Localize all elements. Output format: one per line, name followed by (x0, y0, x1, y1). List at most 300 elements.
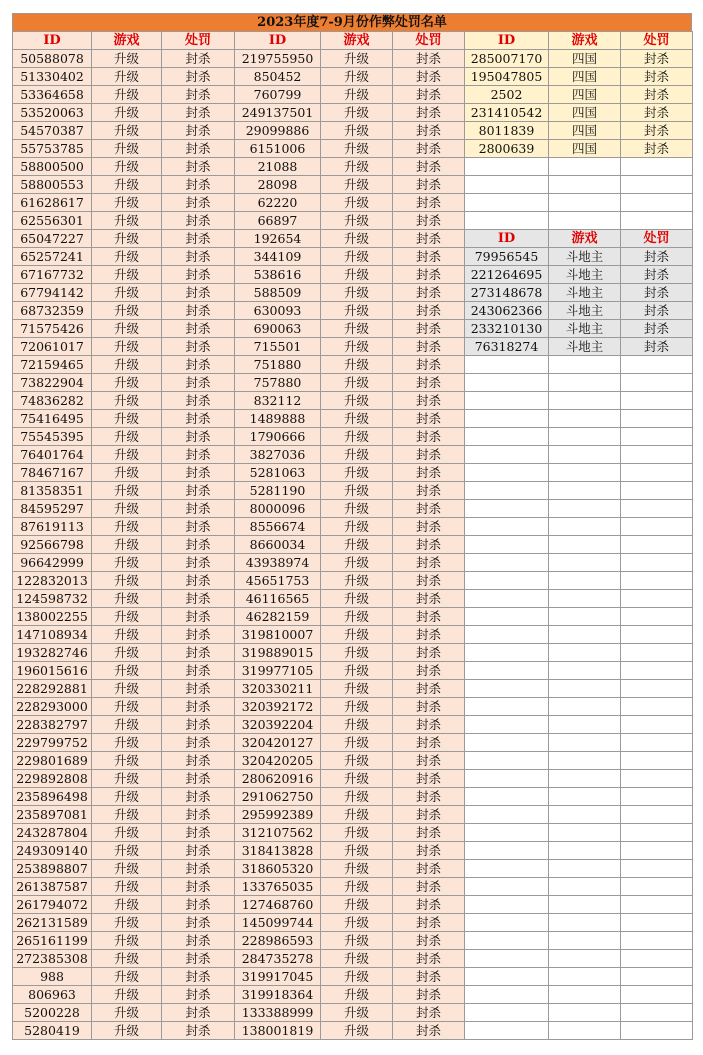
empty-cell[interactable] (621, 428, 693, 446)
empty-cell[interactable] (549, 1022, 621, 1040)
empty-cell[interactable] (465, 842, 549, 860)
game-cell[interactable]: 升级 (321, 50, 393, 68)
game-cell[interactable]: 升级 (92, 140, 162, 158)
empty-cell[interactable] (621, 482, 693, 500)
empty-cell[interactable] (549, 356, 621, 374)
id-cell[interactable]: 92566798 (13, 536, 92, 554)
empty-cell[interactable] (549, 590, 621, 608)
punish-cell[interactable]: 封杀 (162, 842, 235, 860)
punish-cell[interactable]: 封杀 (162, 734, 235, 752)
id-cell[interactable]: 588509 (235, 284, 321, 302)
punish-cell[interactable]: 封杀 (393, 554, 465, 572)
empty-cell[interactable] (549, 914, 621, 932)
id-cell[interactable]: 65257241 (13, 248, 92, 266)
game-cell[interactable]: 升级 (321, 536, 393, 554)
punish-cell[interactable]: 封杀 (621, 86, 693, 104)
id-cell[interactable]: 72061017 (13, 338, 92, 356)
empty-cell[interactable] (621, 968, 693, 986)
empty-cell[interactable] (549, 680, 621, 698)
id-cell[interactable]: 229799752 (13, 734, 92, 752)
id-cell[interactable]: 320420205 (235, 752, 321, 770)
game-cell[interactable]: 升级 (92, 266, 162, 284)
empty-cell[interactable] (549, 500, 621, 518)
game-cell[interactable]: 升级 (92, 356, 162, 374)
empty-cell[interactable] (621, 554, 693, 572)
punish-cell[interactable]: 封杀 (393, 464, 465, 482)
game-cell[interactable]: 升级 (321, 248, 393, 266)
id-cell[interactable]: 84595297 (13, 500, 92, 518)
id-cell[interactable]: 45651753 (235, 572, 321, 590)
empty-cell[interactable] (621, 590, 693, 608)
game-cell[interactable]: 升级 (92, 842, 162, 860)
empty-cell[interactable] (621, 824, 693, 842)
game-cell[interactable]: 升级 (92, 482, 162, 500)
game-cell[interactable]: 升级 (92, 194, 162, 212)
punish-cell[interactable]: 封杀 (393, 590, 465, 608)
game-cell[interactable]: 升级 (92, 572, 162, 590)
game-cell[interactable]: 斗地主 (549, 266, 621, 284)
game-cell[interactable]: 升级 (321, 446, 393, 464)
empty-cell[interactable] (549, 860, 621, 878)
game-cell[interactable]: 升级 (321, 608, 393, 626)
punish-cell[interactable]: 封杀 (393, 950, 465, 968)
game-cell[interactable]: 升级 (321, 716, 393, 734)
empty-cell[interactable] (465, 536, 549, 554)
punish-cell[interactable]: 封杀 (162, 698, 235, 716)
empty-cell[interactable] (465, 356, 549, 374)
empty-cell[interactable] (549, 410, 621, 428)
id-cell[interactable]: 96642999 (13, 554, 92, 572)
game-cell[interactable]: 升级 (321, 860, 393, 878)
game-cell[interactable]: 升级 (321, 356, 393, 374)
empty-cell[interactable] (465, 176, 549, 194)
empty-cell[interactable] (465, 932, 549, 950)
empty-cell[interactable] (621, 464, 693, 482)
punish-cell[interactable]: 封杀 (162, 932, 235, 950)
empty-cell[interactable] (465, 662, 549, 680)
id-cell[interactable]: 62556301 (13, 212, 92, 230)
punish-cell[interactable]: 封杀 (393, 896, 465, 914)
game-cell[interactable]: 升级 (92, 392, 162, 410)
id-cell[interactable]: 757880 (235, 374, 321, 392)
game-cell[interactable]: 升级 (321, 392, 393, 410)
id-cell[interactable]: 318413828 (235, 842, 321, 860)
game-cell[interactable]: 升级 (321, 1004, 393, 1022)
punish-cell[interactable]: 封杀 (393, 230, 465, 248)
id-cell[interactable]: 344109 (235, 248, 321, 266)
empty-cell[interactable] (465, 500, 549, 518)
id-cell[interactable]: 147108934 (13, 626, 92, 644)
punish-cell[interactable]: 封杀 (621, 284, 693, 302)
punish-cell[interactable]: 封杀 (162, 194, 235, 212)
punish-cell[interactable]: 封杀 (162, 356, 235, 374)
game-cell[interactable]: 升级 (92, 986, 162, 1004)
game-cell[interactable]: 升级 (92, 104, 162, 122)
game-cell[interactable]: 升级 (92, 896, 162, 914)
id-cell[interactable]: 53364658 (13, 86, 92, 104)
punish-cell[interactable]: 封杀 (162, 1022, 235, 1040)
empty-cell[interactable] (549, 176, 621, 194)
game-cell[interactable]: 升级 (321, 968, 393, 986)
punish-cell[interactable]: 封杀 (162, 716, 235, 734)
game-cell[interactable]: 升级 (321, 932, 393, 950)
empty-cell[interactable] (465, 734, 549, 752)
game-cell[interactable]: 升级 (92, 536, 162, 554)
empty-cell[interactable] (465, 392, 549, 410)
empty-cell[interactable] (549, 626, 621, 644)
game-cell[interactable]: 升级 (321, 374, 393, 392)
game-cell[interactable]: 升级 (321, 122, 393, 140)
id-cell[interactable]: 127468760 (235, 896, 321, 914)
punish-cell[interactable]: 封杀 (162, 536, 235, 554)
game-cell[interactable]: 升级 (321, 266, 393, 284)
punish-cell[interactable]: 封杀 (162, 770, 235, 788)
id-cell[interactable]: 319889015 (235, 644, 321, 662)
punish-cell[interactable]: 封杀 (393, 788, 465, 806)
game-cell[interactable]: 升级 (92, 734, 162, 752)
id-cell[interactable]: 320330211 (235, 680, 321, 698)
empty-cell[interactable] (621, 374, 693, 392)
id-cell[interactable]: 73822904 (13, 374, 92, 392)
game-cell[interactable]: 升级 (321, 194, 393, 212)
empty-cell[interactable] (465, 986, 549, 1004)
id-cell[interactable]: 320392172 (235, 698, 321, 716)
id-cell[interactable]: 832112 (235, 392, 321, 410)
game-cell[interactable]: 升级 (92, 680, 162, 698)
punish-cell[interactable]: 封杀 (393, 446, 465, 464)
punish-cell[interactable]: 封杀 (162, 68, 235, 86)
punish-cell[interactable]: 封杀 (393, 176, 465, 194)
id-cell[interactable]: 76318274 (465, 338, 549, 356)
id-cell[interactable]: 65047227 (13, 230, 92, 248)
empty-cell[interactable] (621, 500, 693, 518)
game-cell[interactable]: 升级 (92, 284, 162, 302)
id-cell[interactable]: 319810007 (235, 626, 321, 644)
id-cell[interactable]: 196015616 (13, 662, 92, 680)
empty-cell[interactable] (465, 410, 549, 428)
empty-cell[interactable] (549, 158, 621, 176)
empty-cell[interactable] (621, 392, 693, 410)
empty-cell[interactable] (549, 662, 621, 680)
id-cell[interactable]: 43938974 (235, 554, 321, 572)
game-cell[interactable]: 升级 (321, 734, 393, 752)
empty-cell[interactable] (621, 698, 693, 716)
punish-cell[interactable]: 封杀 (162, 248, 235, 266)
empty-cell[interactable] (621, 878, 693, 896)
id-cell[interactable]: 66897 (235, 212, 321, 230)
game-cell[interactable]: 升级 (321, 140, 393, 158)
game-cell[interactable]: 升级 (92, 698, 162, 716)
empty-cell[interactable] (621, 770, 693, 788)
punish-cell[interactable]: 封杀 (393, 428, 465, 446)
punish-cell[interactable]: 封杀 (393, 968, 465, 986)
punish-cell[interactable]: 封杀 (162, 284, 235, 302)
empty-cell[interactable] (465, 158, 549, 176)
punish-cell[interactable]: 封杀 (162, 680, 235, 698)
punish-cell[interactable]: 封杀 (162, 878, 235, 896)
game-cell[interactable]: 升级 (321, 212, 393, 230)
id-cell[interactable]: 235897081 (13, 806, 92, 824)
empty-cell[interactable] (465, 914, 549, 932)
id-cell[interactable]: 229892808 (13, 770, 92, 788)
id-cell[interactable]: 320392204 (235, 716, 321, 734)
game-cell[interactable]: 斗地主 (549, 302, 621, 320)
punish-cell[interactable]: 封杀 (393, 752, 465, 770)
game-cell[interactable]: 升级 (92, 518, 162, 536)
empty-cell[interactable] (549, 464, 621, 482)
punish-cell[interactable]: 封杀 (393, 986, 465, 1004)
punish-cell[interactable]: 封杀 (162, 788, 235, 806)
id-cell[interactable]: 285007170 (465, 50, 549, 68)
punish-cell[interactable]: 封杀 (162, 338, 235, 356)
empty-cell[interactable] (549, 716, 621, 734)
punish-cell[interactable]: 封杀 (393, 194, 465, 212)
empty-cell[interactable] (549, 572, 621, 590)
game-cell[interactable]: 升级 (321, 896, 393, 914)
empty-cell[interactable] (549, 806, 621, 824)
id-cell[interactable]: 228293000 (13, 698, 92, 716)
empty-cell[interactable] (465, 428, 549, 446)
game-cell[interactable]: 升级 (92, 122, 162, 140)
id-cell[interactable]: 319917045 (235, 968, 321, 986)
punish-cell[interactable]: 封杀 (393, 698, 465, 716)
id-cell[interactable]: 630093 (235, 302, 321, 320)
id-cell[interactable]: 54570387 (13, 122, 92, 140)
id-cell[interactable]: 62220 (235, 194, 321, 212)
game-cell[interactable]: 升级 (321, 158, 393, 176)
empty-cell[interactable] (549, 950, 621, 968)
id-cell[interactable]: 78467167 (13, 464, 92, 482)
game-cell[interactable]: 升级 (92, 878, 162, 896)
punish-cell[interactable]: 封杀 (393, 50, 465, 68)
id-cell[interactable]: 5280419 (13, 1022, 92, 1040)
id-cell[interactable]: 243062366 (465, 302, 549, 320)
game-cell[interactable]: 升级 (321, 878, 393, 896)
empty-cell[interactable] (465, 464, 549, 482)
punish-cell[interactable]: 封杀 (393, 824, 465, 842)
empty-cell[interactable] (621, 950, 693, 968)
empty-cell[interactable] (465, 968, 549, 986)
game-cell[interactable]: 升级 (92, 1022, 162, 1040)
id-cell[interactable]: 265161199 (13, 932, 92, 950)
empty-cell[interactable] (549, 896, 621, 914)
punish-cell[interactable]: 封杀 (162, 374, 235, 392)
empty-cell[interactable] (549, 536, 621, 554)
id-cell[interactable]: 988 (13, 968, 92, 986)
game-cell[interactable]: 升级 (321, 482, 393, 500)
game-cell[interactable]: 升级 (92, 500, 162, 518)
punish-cell[interactable]: 封杀 (162, 464, 235, 482)
id-cell[interactable]: 75416495 (13, 410, 92, 428)
id-cell[interactable]: 5281063 (235, 464, 321, 482)
id-cell[interactable]: 53520063 (13, 104, 92, 122)
id-cell[interactable]: 1790666 (235, 428, 321, 446)
empty-cell[interactable] (621, 1004, 693, 1022)
punish-cell[interactable]: 封杀 (393, 392, 465, 410)
punish-cell[interactable]: 封杀 (393, 914, 465, 932)
empty-cell[interactable] (549, 554, 621, 572)
game-cell[interactable]: 升级 (92, 464, 162, 482)
punish-cell[interactable]: 封杀 (162, 446, 235, 464)
empty-cell[interactable] (465, 572, 549, 590)
game-cell[interactable]: 升级 (92, 428, 162, 446)
empty-cell[interactable] (465, 590, 549, 608)
id-cell[interactable]: 319918364 (235, 986, 321, 1004)
id-cell[interactable]: 249309140 (13, 842, 92, 860)
id-cell[interactable]: 272385308 (13, 950, 92, 968)
game-cell[interactable]: 升级 (321, 554, 393, 572)
id-cell[interactable]: 229801689 (13, 752, 92, 770)
punish-cell[interactable]: 封杀 (621, 266, 693, 284)
id-cell[interactable]: 233210130 (465, 320, 549, 338)
empty-cell[interactable] (549, 734, 621, 752)
punish-cell[interactable]: 封杀 (162, 662, 235, 680)
punish-cell[interactable]: 封杀 (393, 770, 465, 788)
empty-cell[interactable] (465, 950, 549, 968)
punish-cell[interactable]: 封杀 (621, 50, 693, 68)
game-cell[interactable]: 升级 (92, 824, 162, 842)
id-cell[interactable]: 312107562 (235, 824, 321, 842)
id-cell[interactable]: 28098 (235, 176, 321, 194)
punish-cell[interactable]: 封杀 (162, 230, 235, 248)
game-cell[interactable]: 升级 (92, 302, 162, 320)
id-cell[interactable]: 79956545 (465, 248, 549, 266)
game-cell[interactable]: 升级 (321, 770, 393, 788)
empty-cell[interactable] (621, 536, 693, 554)
punish-cell[interactable]: 封杀 (393, 122, 465, 140)
punish-cell[interactable]: 封杀 (162, 212, 235, 230)
empty-cell[interactable] (621, 1022, 693, 1040)
game-cell[interactable]: 升级 (321, 500, 393, 518)
game-cell[interactable]: 升级 (321, 824, 393, 842)
punish-cell[interactable]: 封杀 (621, 104, 693, 122)
game-cell[interactable]: 升级 (92, 968, 162, 986)
id-cell[interactable]: 3827036 (235, 446, 321, 464)
punish-cell[interactable]: 封杀 (162, 302, 235, 320)
game-cell[interactable]: 升级 (321, 662, 393, 680)
punish-cell[interactable]: 封杀 (393, 536, 465, 554)
empty-cell[interactable] (549, 986, 621, 1004)
punish-cell[interactable]: 封杀 (162, 50, 235, 68)
empty-cell[interactable] (549, 446, 621, 464)
empty-cell[interactable] (621, 788, 693, 806)
punish-cell[interactable]: 封杀 (393, 248, 465, 266)
id-cell[interactable]: 1489888 (235, 410, 321, 428)
game-cell[interactable]: 升级 (92, 950, 162, 968)
empty-cell[interactable] (549, 968, 621, 986)
id-cell[interactable]: 6151006 (235, 140, 321, 158)
id-cell[interactable]: 133765035 (235, 878, 321, 896)
id-cell[interactable]: 61628617 (13, 194, 92, 212)
game-cell[interactable]: 四国 (549, 86, 621, 104)
punish-cell[interactable]: 封杀 (393, 410, 465, 428)
empty-cell[interactable] (465, 788, 549, 806)
punish-cell[interactable]: 封杀 (393, 374, 465, 392)
game-cell[interactable]: 升级 (92, 68, 162, 86)
game-cell[interactable]: 升级 (92, 320, 162, 338)
punish-cell[interactable]: 封杀 (162, 86, 235, 104)
empty-cell[interactable] (621, 608, 693, 626)
punish-cell[interactable]: 封杀 (393, 320, 465, 338)
punish-cell[interactable]: 封杀 (393, 680, 465, 698)
id-cell[interactable]: 5281190 (235, 482, 321, 500)
punish-cell[interactable]: 封杀 (393, 662, 465, 680)
game-cell[interactable]: 升级 (92, 806, 162, 824)
id-cell[interactable]: 72159465 (13, 356, 92, 374)
empty-cell[interactable] (621, 446, 693, 464)
punish-cell[interactable]: 封杀 (393, 482, 465, 500)
id-cell[interactable]: 318605320 (235, 860, 321, 878)
punish-cell[interactable]: 封杀 (162, 158, 235, 176)
game-cell[interactable]: 升级 (321, 68, 393, 86)
empty-cell[interactable] (465, 644, 549, 662)
id-cell[interactable]: 195047805 (465, 68, 549, 86)
game-cell[interactable]: 四国 (549, 140, 621, 158)
game-cell[interactable]: 升级 (321, 230, 393, 248)
id-cell[interactable]: 51330402 (13, 68, 92, 86)
empty-cell[interactable] (549, 212, 621, 230)
empty-cell[interactable] (465, 752, 549, 770)
punish-cell[interactable]: 封杀 (162, 518, 235, 536)
id-cell[interactable]: 58800500 (13, 158, 92, 176)
punish-cell[interactable]: 封杀 (621, 302, 693, 320)
id-cell[interactable]: 261794072 (13, 896, 92, 914)
empty-cell[interactable] (549, 932, 621, 950)
punish-cell[interactable]: 封杀 (393, 356, 465, 374)
empty-cell[interactable] (549, 374, 621, 392)
empty-cell[interactable] (549, 824, 621, 842)
game-cell[interactable]: 四国 (549, 104, 621, 122)
game-cell[interactable]: 升级 (92, 212, 162, 230)
id-cell[interactable]: 284735278 (235, 950, 321, 968)
id-cell[interactable]: 319977105 (235, 662, 321, 680)
punish-cell[interactable]: 封杀 (162, 626, 235, 644)
empty-cell[interactable] (465, 878, 549, 896)
id-cell[interactable]: 122832013 (13, 572, 92, 590)
game-cell[interactable]: 斗地主 (549, 248, 621, 266)
empty-cell[interactable] (621, 410, 693, 428)
game-cell[interactable]: 升级 (92, 158, 162, 176)
empty-cell[interactable] (621, 932, 693, 950)
punish-cell[interactable]: 封杀 (162, 482, 235, 500)
id-cell[interactable]: 58800553 (13, 176, 92, 194)
empty-cell[interactable] (621, 734, 693, 752)
empty-cell[interactable] (549, 752, 621, 770)
empty-cell[interactable] (549, 194, 621, 212)
empty-cell[interactable] (465, 518, 549, 536)
empty-cell[interactable] (465, 482, 549, 500)
id-cell[interactable]: 5200228 (13, 1004, 92, 1022)
id-cell[interactable]: 50588078 (13, 50, 92, 68)
id-cell[interactable]: 228292881 (13, 680, 92, 698)
punish-cell[interactable]: 封杀 (621, 140, 693, 158)
empty-cell[interactable] (465, 770, 549, 788)
id-cell[interactable]: 715501 (235, 338, 321, 356)
empty-cell[interactable] (621, 518, 693, 536)
punish-cell[interactable]: 封杀 (162, 104, 235, 122)
id-cell[interactable]: 249137501 (235, 104, 321, 122)
punish-cell[interactable]: 封杀 (162, 140, 235, 158)
punish-cell[interactable]: 封杀 (162, 176, 235, 194)
empty-cell[interactable] (549, 1004, 621, 1022)
empty-cell[interactable] (465, 374, 549, 392)
game-cell[interactable]: 升级 (92, 338, 162, 356)
id-cell[interactable]: 46116565 (235, 590, 321, 608)
id-cell[interactable]: 8011839 (465, 122, 549, 140)
game-cell[interactable]: 升级 (321, 86, 393, 104)
id-cell[interactable]: 133388999 (235, 1004, 321, 1022)
empty-cell[interactable] (621, 194, 693, 212)
